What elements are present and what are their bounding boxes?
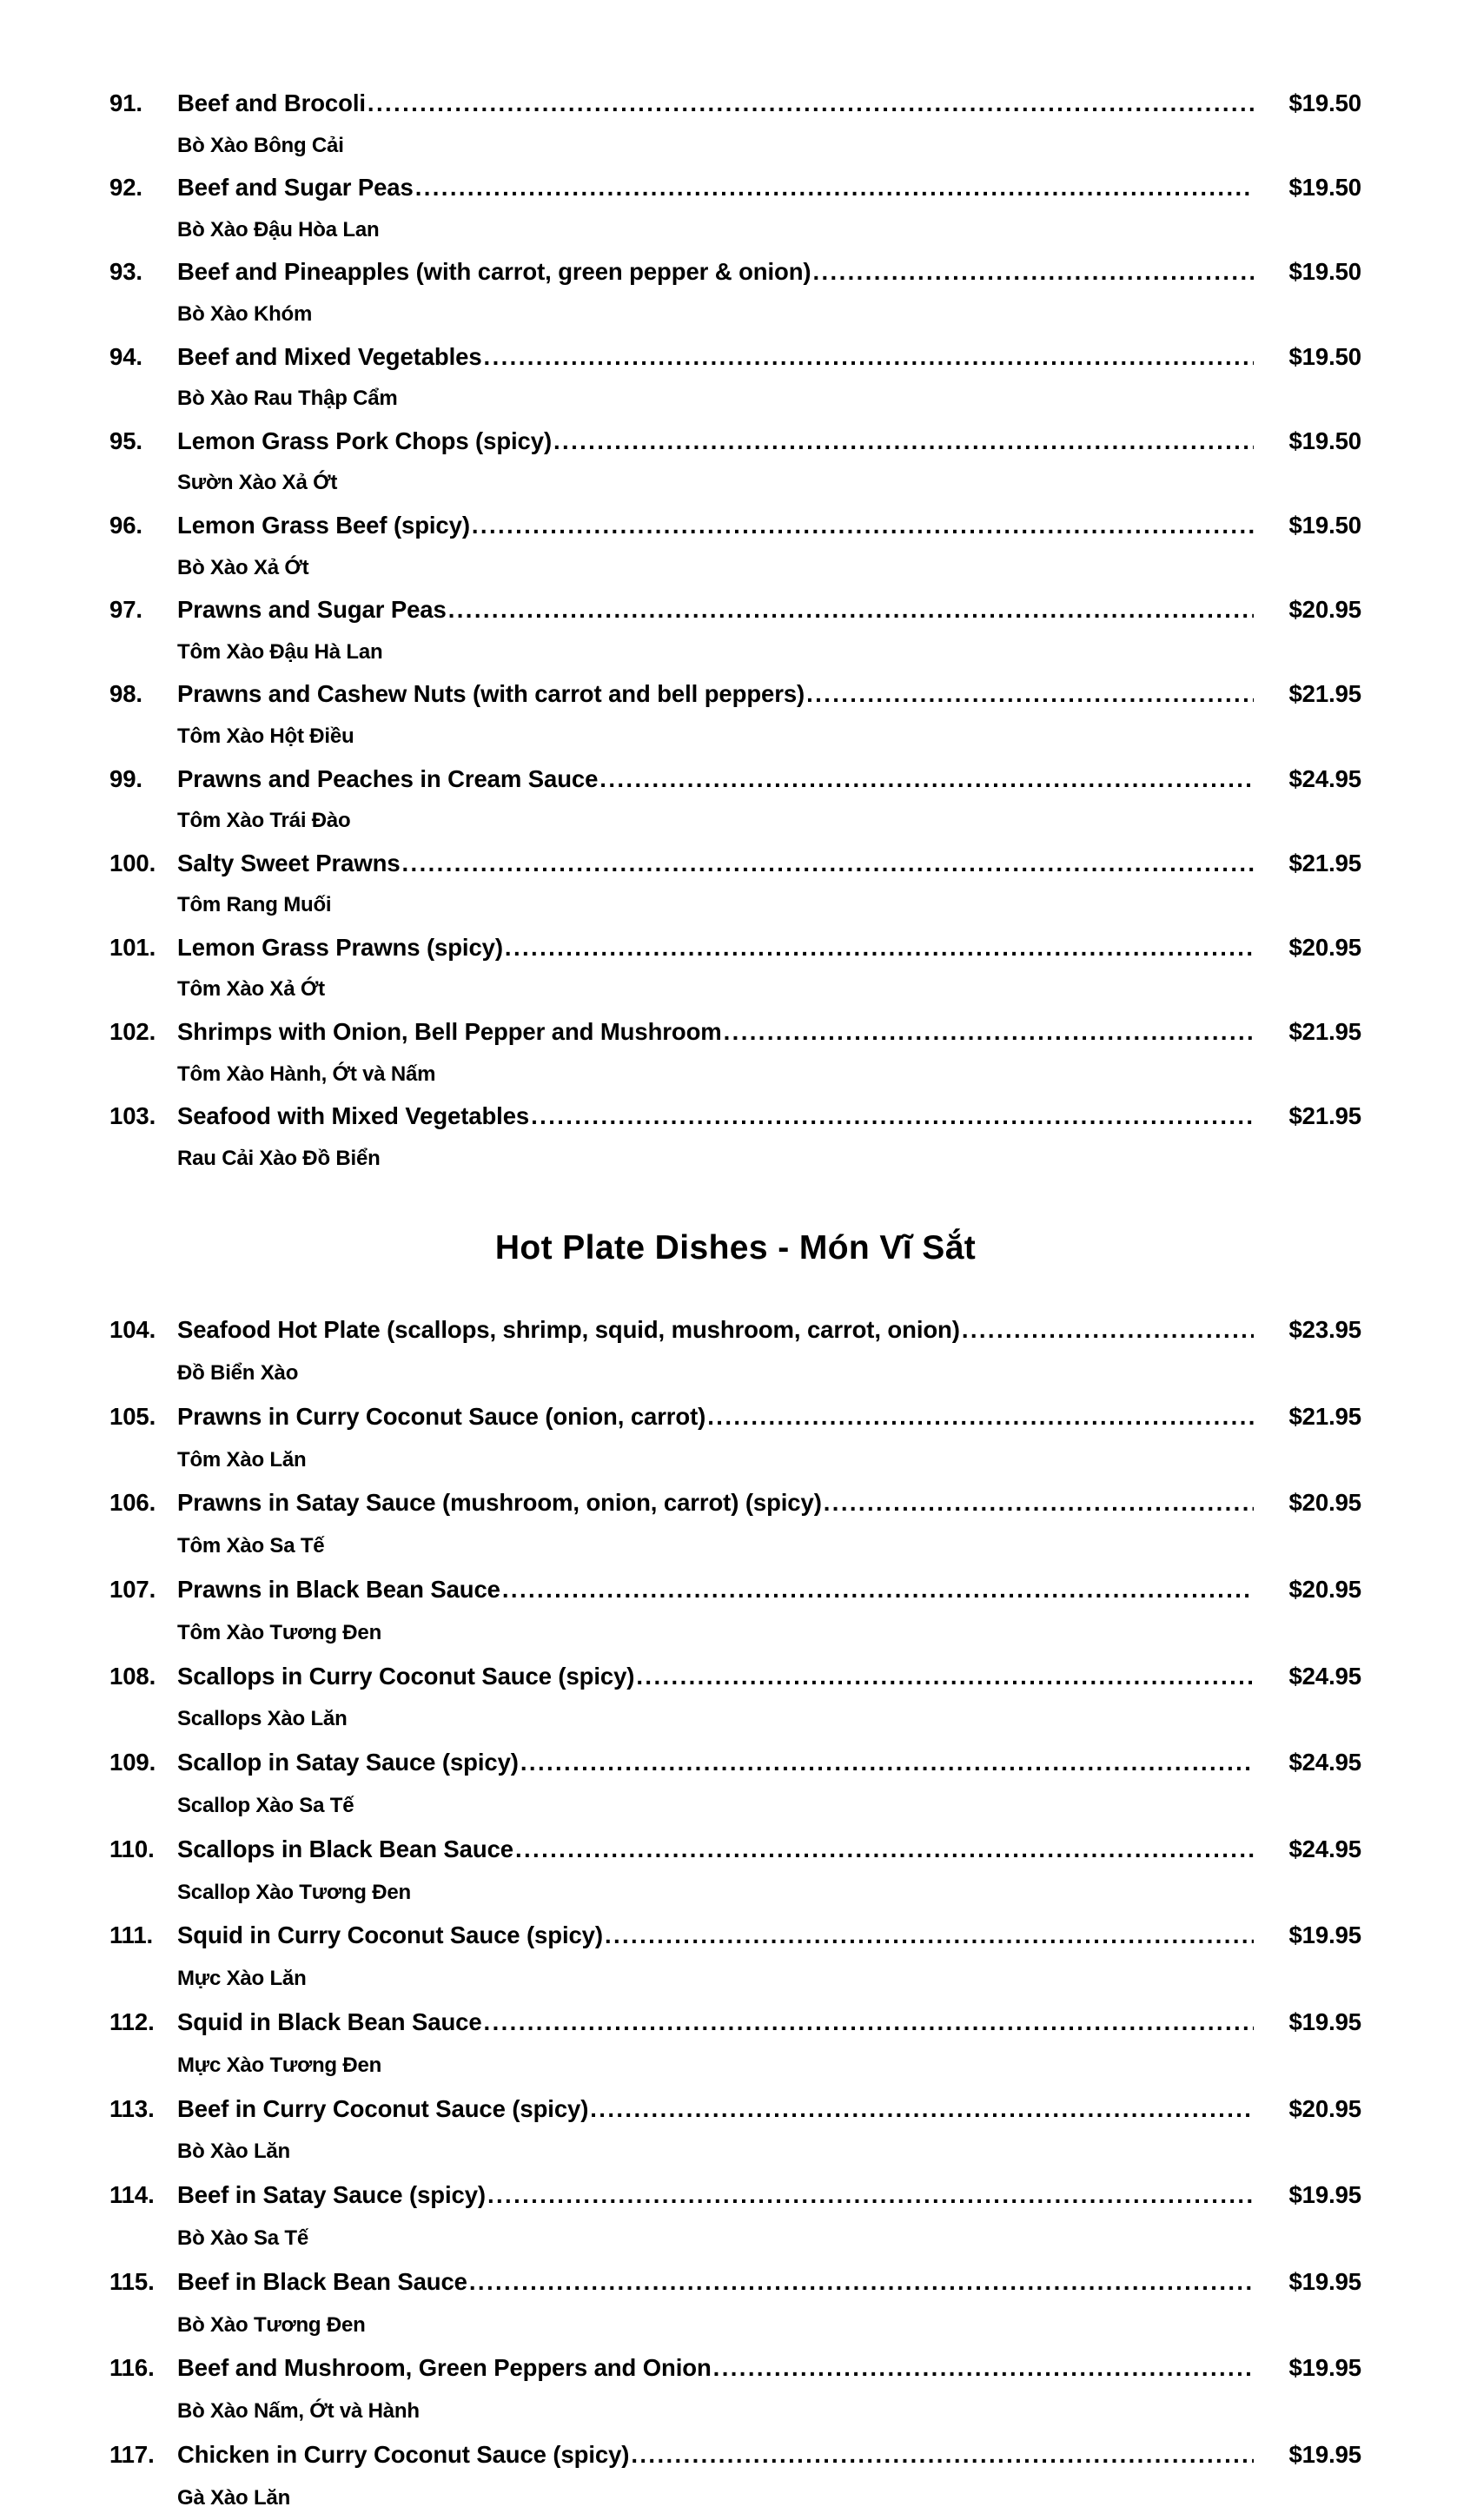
menu-item <box>109 1481 1361 1568</box>
menu-item-name: Squid in Black Bean Sauce <box>177 2007 482 2035</box>
menu-item-name: Prawns and Peaches in Cream Sauce <box>177 764 599 792</box>
menu-item-price: $21.95 <box>1288 1402 1361 1430</box>
menu-item-price: $19.50 <box>1288 427 1361 454</box>
menu-item-price: $20.95 <box>1288 1489 1361 1517</box>
dot-leader <box>824 1481 1254 1525</box>
menu-item-number: 104. <box>109 1316 156 1344</box>
menu-item-vietnamese-name: Scallop Xào Sa Tế <box>177 1794 354 1817</box>
menu-item-name: Scallops in Curry Coconut Sauce (spicy) <box>177 1662 635 1690</box>
dot-leader <box>631 2433 1254 2477</box>
menu-item-vietnamese-name: Bò Xào Lăn <box>177 2140 291 2164</box>
menu-item-name: Seafood Hot Plate (scallops, shrimp, squid, mushroom, carrot, onion) <box>177 1316 960 1344</box>
menu-item-number: 109. <box>109 1749 156 1776</box>
menu-item-row <box>109 336 1361 379</box>
menu-item-price: $19.95 <box>1288 2181 1361 2209</box>
dot-leader <box>707 1395 1254 1439</box>
menu-item <box>109 505 1361 589</box>
menu-item-row <box>109 1914 1361 1957</box>
menu-item-price: $19.50 <box>1288 174 1361 202</box>
dot-leader <box>484 336 1254 379</box>
menu-item-name: Beef and Pineapples (with carrot, green pepper & onion) <box>177 258 811 286</box>
menu-item <box>109 1828 1361 1915</box>
menu-item-vietnamese-name: Bò Xào Xả Ớt <box>177 555 309 579</box>
menu-item-price: $19.50 <box>1288 511 1361 539</box>
menu-item-vietnamese-name: Tôm Xào Đậu Hà Lan <box>177 639 383 664</box>
dot-leader <box>636 1655 1254 1698</box>
menu-item <box>109 673 1361 757</box>
menu-item-number: 107. <box>109 1576 156 1604</box>
menu-item <box>109 1011 1361 1095</box>
menu-item-name: Beef and Sugar Peas <box>177 174 414 202</box>
menu-item <box>109 1568 1361 1655</box>
menu-item <box>109 1395 1361 1482</box>
menu-item-vietnamese-name: Tôm Xào Hột Điều <box>177 724 354 748</box>
menu-item-row <box>109 251 1361 294</box>
menu-item-price: $20.95 <box>1288 596 1361 624</box>
menu-item-name: Beef in Black Bean Sauce <box>177 2267 467 2295</box>
menu-item-price: $20.95 <box>1288 933 1361 961</box>
menu-item-price: $21.95 <box>1288 1102 1361 1130</box>
menu-item-vietnamese-name: Mực Xào Lăn <box>177 1967 307 1991</box>
menu-item-vietnamese-name: Bò Xào Bông Cải <box>177 133 344 157</box>
menu-item-vietnamese-name: Bò Xào Rau Thập Cẩm <box>177 387 398 411</box>
menu-item-row <box>109 1481 1361 1525</box>
dot-leader <box>472 505 1254 547</box>
menu-item-vietnamese-name: Gà Xào Lăn <box>177 2485 291 2510</box>
menu-item-price: $19.95 <box>1288 1921 1361 1949</box>
dot-leader <box>590 2087 1254 2131</box>
menu-item-price: $21.95 <box>1288 1018 1361 1046</box>
dot-leader <box>812 251 1254 294</box>
menu-item-vietnamese-name: Bò Xào Khóm <box>177 301 313 326</box>
dot-leader <box>531 1095 1254 1138</box>
menu-item-number: 111. <box>109 1921 154 1949</box>
menu-item <box>109 2260 1361 2347</box>
menu-item-vietnamese-name: Bò Xào Nấm, Ớt và Hành <box>177 2399 420 2424</box>
menu-item-number: 98. <box>109 680 142 708</box>
menu-item-name: Beef in Satay Sauce (spicy) <box>177 2181 486 2209</box>
menu-item-row <box>109 673 1361 716</box>
menu-item-row <box>109 505 1361 547</box>
menu-item-row <box>109 1655 1361 1698</box>
menu-item <box>109 2087 1361 2174</box>
menu-item-number: 116. <box>109 2354 155 2382</box>
menu-item-number: 112. <box>109 2007 155 2035</box>
menu-item <box>109 167 1361 251</box>
dot-leader <box>448 589 1254 632</box>
menu-item-price: $21.95 <box>1288 849 1361 876</box>
menu-item <box>109 2001 1361 2087</box>
menu-item-row <box>109 2087 1361 2131</box>
menu-item-price: $24.95 <box>1288 1662 1361 1690</box>
menu-item-number: 95. <box>109 427 142 454</box>
dot-leader <box>520 1741 1254 1784</box>
menu-item-number: 117. <box>109 2440 155 2468</box>
menu-item-price: $20.95 <box>1288 2094 1361 2122</box>
menu-item-price: $21.95 <box>1288 680 1361 708</box>
dot-leader <box>962 1308 1254 1352</box>
dot-leader <box>806 673 1254 716</box>
menu-item-price: $19.50 <box>1288 342 1361 370</box>
menu-item-number: 103. <box>109 1102 156 1130</box>
menu-item <box>109 1741 1361 1828</box>
menu-item-vietnamese-name: Sườn Xào Xả Ớt <box>177 471 338 495</box>
menu-item <box>109 251 1361 335</box>
menu-item-price: $19.50 <box>1288 258 1361 286</box>
dot-leader <box>415 167 1254 209</box>
dot-leader <box>487 2173 1254 2217</box>
menu-item-name: Scallop in Satay Sauce (spicy) <box>177 1749 519 1776</box>
menu-item <box>109 758 1361 843</box>
menu-item-number: 108. <box>109 1662 156 1690</box>
menu-item-number: 100. <box>109 849 156 876</box>
menu-item <box>109 2433 1361 2520</box>
menu-item-number: 101. <box>109 933 156 961</box>
dot-leader <box>713 2346 1254 2390</box>
menu-item-name: Prawns in Curry Coconut Sauce (onion, carrot) <box>177 1402 706 1430</box>
menu-item <box>109 927 1361 1011</box>
dot-leader <box>599 758 1254 801</box>
menu-item-vietnamese-name: Bò Xào Đậu Hòa Lan <box>177 217 380 241</box>
menu-item-row <box>109 1828 1361 1871</box>
menu-item-name: Shrimps with Onion, Bell Pepper and Mushroom <box>177 1018 722 1046</box>
menu-item-row <box>109 843 1361 885</box>
menu-item-number: 93. <box>109 258 142 286</box>
menu-item-name: Lemon Grass Prawns (spicy) <box>177 933 503 961</box>
menu-item-vietnamese-name: Mực Xào Tương Đen <box>177 2053 382 2077</box>
menu-item-name: Salty Sweet Prawns <box>177 849 401 876</box>
menu-item-name: Beef and Mixed Vegetables <box>177 342 482 370</box>
menu-item-vietnamese-name: Tôm Xào Sa Tế <box>177 1534 325 1558</box>
menu-item-name: Beef and Mushroom, Green Peppers and Onion <box>177 2354 712 2382</box>
menu-item-name: Chicken in Curry Coconut Sauce (spicy) <box>177 2440 630 2468</box>
menu-item-vietnamese-name: Scallop Xào Tương Đen <box>177 1880 411 1904</box>
menu-item-price: $24.95 <box>1288 1749 1361 1776</box>
menu-item-vietnamese-name: Scallops Xào Lăn <box>177 1707 348 1731</box>
dot-leader <box>368 83 1254 125</box>
dot-leader <box>553 420 1254 463</box>
menu-item-vietnamese-name: Tôm Xào Xả Ớt <box>177 977 325 1002</box>
menu-item-row <box>109 1095 1361 1138</box>
menu-section-hot-plate-dishes <box>109 1308 1361 2519</box>
menu-item-row <box>109 83 1361 125</box>
menu-item-row <box>109 927 1361 969</box>
section-spacer <box>109 1180 1361 1228</box>
menu-item-vietnamese-name: Tôm Rang Muối <box>177 893 332 917</box>
menu-item-row <box>109 167 1361 209</box>
menu-item <box>109 843 1361 927</box>
menu-item-name: Beef in Curry Coconut Sauce (spicy) <box>177 2094 589 2122</box>
menu-item-price: $24.95 <box>1288 1835 1361 1862</box>
menu-item-name: Lemon Grass Beef (spicy) <box>177 511 470 539</box>
dot-leader <box>402 843 1254 885</box>
menu-item-row <box>109 1011 1361 1054</box>
dot-leader <box>605 1914 1254 1957</box>
menu-item-price: $23.95 <box>1288 1316 1361 1344</box>
menu-item-number: 99. <box>109 764 142 792</box>
menu-item-name: Lemon Grass Pork Chops (spicy) <box>177 427 552 454</box>
menu-item-name: Beef and Brocoli <box>177 89 366 116</box>
menu-item-number: 114. <box>109 2181 155 2209</box>
menu-item-name: Prawns and Sugar Peas <box>177 596 447 624</box>
section-heading-spacer <box>109 1269 1361 1308</box>
menu-item-number: 94. <box>109 342 142 370</box>
menu-item <box>109 1095 1361 1180</box>
menu-item-number: 113. <box>109 2094 155 2122</box>
dot-leader <box>724 1011 1254 1054</box>
menu-item-price: $24.95 <box>1288 764 1361 792</box>
menu-item-number: 105. <box>109 1402 156 1430</box>
menu-item-vietnamese-name: Rau Cải Xào Đồ Biển <box>177 1146 381 1170</box>
menu-item-vietnamese-name: Tôm Xào Hành, Ớt và Nấm <box>177 1062 436 1086</box>
dot-leader <box>502 1568 1254 1611</box>
menu-item <box>109 1914 1361 2001</box>
menu-item-vietnamese-name: Bò Xào Tương Đen <box>177 2312 366 2337</box>
menu-item-row <box>109 1568 1361 1611</box>
menu-item <box>109 589 1361 673</box>
menu-item-row <box>109 1741 1361 1784</box>
section-heading-hot-plate-dishes: Hot Plate Dishes - Món Vĩ Sắt <box>494 1229 977 1267</box>
menu-item-vietnamese-name: Tôm Xào Trái Đào <box>177 809 351 833</box>
menu-item-row <box>109 2260 1361 2304</box>
menu-item <box>109 1308 1361 1395</box>
menu-item-vietnamese-name: Đồ Biển Xào <box>177 1361 299 1386</box>
menu-item-row <box>109 420 1361 463</box>
menu-item-vietnamese-name: Bò Xào Sa Tế <box>177 2226 308 2250</box>
menu-item-row <box>109 1395 1361 1439</box>
menu-item-name: Prawns in Satay Sauce (mushroom, onion, carrot) (spicy) <box>177 1489 822 1517</box>
menu-item-row <box>109 2433 1361 2477</box>
menu-item-price: $19.95 <box>1288 2440 1361 2468</box>
menu-item <box>109 2346 1361 2433</box>
menu-item-number: 91. <box>109 89 142 116</box>
menu-item-name: Prawns in Black Bean Sauce <box>177 1576 500 1604</box>
dot-leader <box>505 927 1254 969</box>
menu-item-name: Seafood with Mixed Vegetables <box>177 1102 530 1130</box>
menu-item-row <box>109 2346 1361 2390</box>
menu-item-row <box>109 2173 1361 2217</box>
menu-item-row <box>109 589 1361 632</box>
menu-item-row <box>109 1308 1361 1352</box>
menu-item <box>109 336 1361 420</box>
menu-item-vietnamese-name: Tôm Xào Tương Đen <box>177 1620 382 1644</box>
menu-item-name: Scallops in Black Bean Sauce <box>177 1835 513 1862</box>
menu-section-stir-fry <box>109 83 1361 1180</box>
menu-item <box>109 83 1361 167</box>
menu-item <box>109 420 1361 505</box>
menu-item-vietnamese-name: Tôm Xào Lăn <box>177 1447 307 1472</box>
menu-item <box>109 2173 1361 2260</box>
menu-item-name: Prawns and Cashew Nuts (with carrot and bell peppers) <box>177 680 805 708</box>
menu-item-number: 97. <box>109 596 142 624</box>
menu-item-number: 106. <box>109 1489 156 1517</box>
menu-item-number: 115. <box>109 2267 155 2295</box>
menu-item-row <box>109 758 1361 801</box>
menu-item-number: 96. <box>109 511 142 539</box>
dot-leader <box>484 2001 1254 2044</box>
menu-item-price: $19.95 <box>1288 2354 1361 2382</box>
menu-item-name: Squid in Curry Coconut Sauce (spicy) <box>177 1921 603 1949</box>
menu-item-number: 102. <box>109 1018 156 1046</box>
menu-item <box>109 1655 1361 1742</box>
menu-item-number: 92. <box>109 174 142 202</box>
menu-item-price: $19.50 <box>1288 89 1361 116</box>
menu-item-row <box>109 2001 1361 2044</box>
menu-item-number: 110. <box>109 1835 155 1862</box>
dot-leader <box>469 2260 1254 2304</box>
menu-item-price: $19.95 <box>1288 2007 1361 2035</box>
dot-leader <box>515 1828 1254 1871</box>
menu-item-price: $20.95 <box>1288 1576 1361 1604</box>
menu-item-price: $19.95 <box>1288 2267 1361 2295</box>
